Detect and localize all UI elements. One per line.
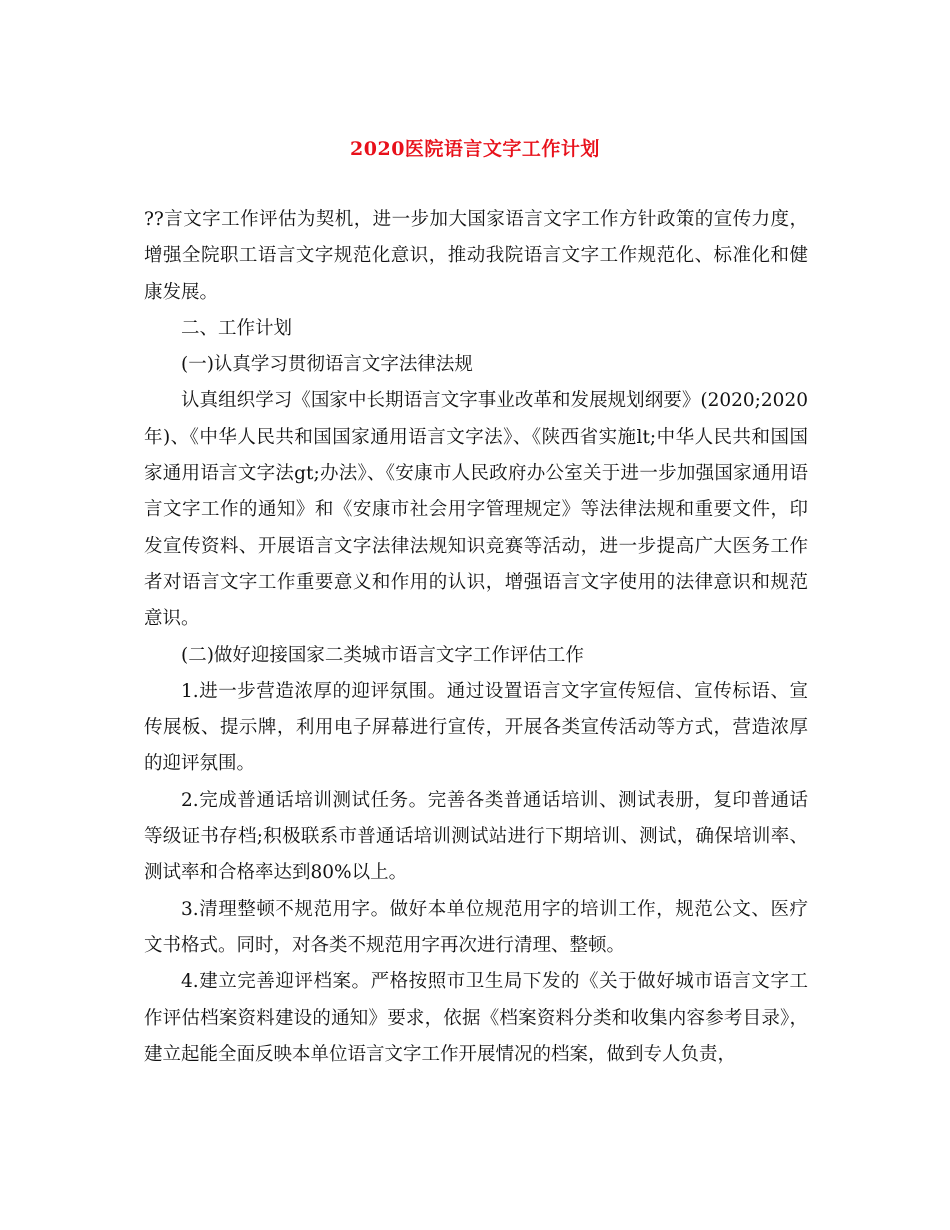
section-heading-work-plan: 二、工作计划 [181, 317, 293, 339]
list-item-3: 3.清理整顿不规范用字。做好本单位规范用字的培训工作，规范公文、医疗文书格式。同时，对各类不规范用字再次进行清理、整顿。 [144, 898, 808, 956]
document-body [144, 202, 808, 1073]
intro-paragraph: ??言文字工作评估为契机，进一步加大国家语言文字工作方针政策的宣传力度，增强全院职工语言文字规范化意识，推动我院语言文字工作规范化、标准化和健康发展。 [144, 209, 808, 303]
list-item-1: 1.进一步营造浓厚的迎评氛围。通过设置语言文字宣传短信、宣传标语、宣传展板、提示牌，利用电子屏幕进行宣传，开展各类宣传活动等方式，营造浓厚的迎评氛围。 [144, 680, 808, 775]
list-item-2: 2.完成普通话培训测试任务。完善各类普通话培训、测试表册，复印普通话等级证书存档;积极联系市普通话培训测试站进行下期培训、测试，确保培训率、测试率和合格率达到80%以上。 [144, 789, 808, 884]
body-paragraph: 认真组织学习《国家中长期语言文字事业改革和发展规划纲要》(2020;2020年)、《中华人民共和国国家通用语言文字法》、《陕西省实施lt;中华人民共和国国家通用语言文字法gt;办法》、《安康市人民政府办公室关于进一步加强国家通用语言文字工作的通知》和《安康市社会用字管理规定》等法律法规和重要文件，印发宣传资料、开展语言文字法律法规知识竞赛等活动，进一步提高广大医务工作者对语言文字工作重要意义和作用的认识，增强语言文字使用的法律意识和规范意识。 [144, 390, 808, 630]
list-item-4: 4.建立完善迎评档案。严格按照市卫生局下发的《关于做好城市语言文字工作评估档案资料建设的通知》要求，依据《档案资料分类和收集内容参考目录》，建立起能全面反映本单位语言文字工作开展情况的档案，做到专人负责， [144, 971, 808, 1065]
subsection-heading-1: (一)认真学习贯彻语言文字法律法规 [181, 354, 473, 376]
subsection-heading-2: (二)做好迎接国家二类城市语言文字工作评估工作 [181, 644, 584, 666]
document-title: 2020医院语言文字工作计划 [350, 138, 600, 160]
